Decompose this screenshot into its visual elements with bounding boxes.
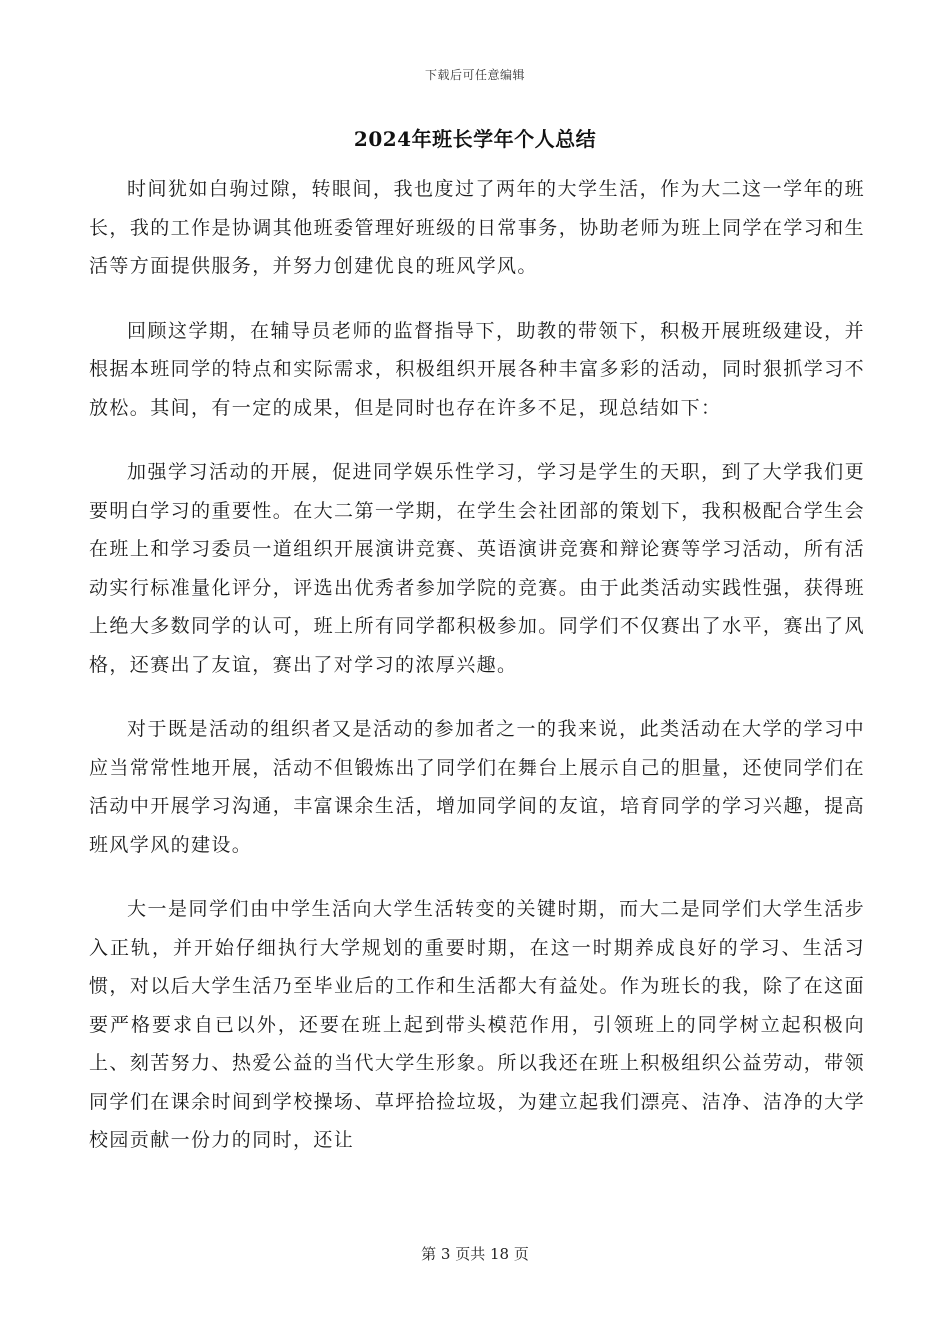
page-footer: 第 3 页共 18 页 [421,1245,529,1263]
paragraph-4: 对于既是活动的组织者又是活动的参加者之一的我来说，此类活动在大学的学习中应当常常性地开展，活动不但锻炼出了同学们在舞台上展示自己的胆量，还使同学们在活动中开展学习沟通，丰富课余生活，增加同学间的友谊，培育同学的学习兴趣，提高班风学风的建设。 [89,718,865,856]
paragraph-1: 时间犹如白驹过隙，转眼间，我也度过了两年的大学生活，作为大二这一学年的班长，我的工作是协调其他班委管理好班级的日常事务，协助老师为班上同学在学习和生活等方面提供服务，并努力创建优良的班风学风。 [89,178,865,277]
header-note: 下载后可任意编辑 [424,68,525,82]
document-title: 2024年班长学年个人总结 [353,127,597,151]
paragraph-5: 大一是同学们由中学生活向大学生活转变的关键时期，而大二是同学们大学生活步入正轨，并开始仔细执行大学规划的重要时期，在这一时期养成良好的学习、生活习惯，对以后大学生活乃至毕业后的工作和生活都大有益处。作为班长的我，除了在这面要严格要求自已以外，还要在班上起到带头模范作用，引领班上的同学树立起积极向上、刻苦努力、热爱公益的当代大学生形象。所以我还在班上积极组织公益劳动，带领同学们在课余时间到学校操场、草坪拾捡垃圾，为建立起我们漂亮、洁净、洁净的大学校园贡献一份力的同时，还让 [89,898,865,1151]
paragraph-2: 回顾这学期，在辅导员老师的监督指导下，助教的带领下，积极开展班级建设，并根据本班同学的特点和实际需求，积极组织开展各种丰富多彩的活动，同时狠抓学习不放松。其间，有一定的成果，但是同时也存在许多不足，现总结如下： [89,319,865,419]
document-body [89,170,865,1160]
paragraph-3: 加强学习活动的开展，促进同学娱乐性学习，学习是学生的天职，到了大学我们更要明白学习的重要性。在大二第一学期，在学生会社团部的策划下，我积极配合学生会在班上和学习委员一道组织开展演讲竞赛、英语演讲竞赛和辩论赛等学习活动，所有活动实行标准量化评分，评选出优秀者参加学院的竞赛。由于此类活动实践性强，获得班上绝大多数同学的认可，班上所有同学都积极参加。同学们不仅赛出了水平，赛出了风格，还赛出了友谊，赛出了对学习的浓厚兴趣。 [89,461,865,676]
